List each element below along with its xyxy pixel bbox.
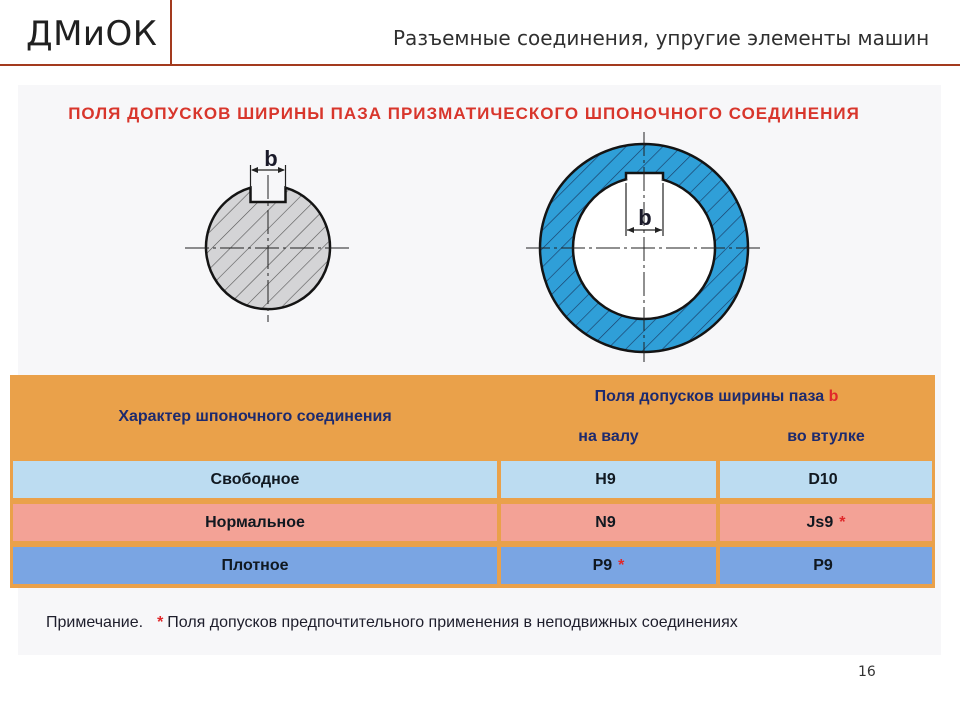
shaft-section (185, 165, 352, 322)
header-label: на валу (578, 428, 639, 445)
tolerance-value: N9 (595, 513, 616, 531)
table-cell-hub (720, 504, 932, 541)
table-cell-shaft (501, 504, 716, 541)
slide-subtitle: Разъемные соединения, упругие элементы машин (393, 26, 930, 50)
figure-heading: ПОЛЯ ДОПУСКОВ ШИРИНЫ ПАЗА ПРИЗМАТИЧЕСКОГО ШПОНОЧНОГО СОЕДИНЕНИЯ (68, 104, 860, 123)
logo: ДМиОК (26, 14, 158, 54)
preferred-star: * (839, 513, 846, 531)
tolerance-value: P9 (813, 556, 833, 574)
tolerance-value: H9 (595, 470, 616, 488)
table-cell-shaft (501, 547, 716, 584)
header-label: во втулке (787, 428, 865, 445)
tolerance-value: D10 (808, 470, 838, 488)
preferred-star: * (618, 556, 625, 574)
footnote-text: Поля допусков предпочтительного применения в неподвижных соединениях (167, 614, 738, 631)
table-row-name (13, 461, 497, 498)
row-label: Нормальное (205, 513, 305, 531)
page-number: 16 (858, 664, 876, 680)
header-label: Характер шпоночного соединения (118, 407, 392, 425)
table-cell-hub (720, 547, 932, 584)
table-header-shaft (501, 419, 716, 455)
footnote-label: Примечание. (46, 614, 144, 631)
table-header-character (13, 378, 497, 455)
footnote-star: * (157, 614, 164, 631)
table-header-hub (720, 419, 932, 455)
footnote (46, 614, 738, 632)
hub-dimension-label: b (638, 205, 652, 230)
tolerance-value: Js9 (806, 513, 834, 531)
table-header-group (501, 378, 932, 415)
tolerance-value: P9 (592, 556, 613, 574)
table-row-name (13, 547, 497, 584)
row-label: Свободное (210, 470, 300, 488)
row-label: Плотное (221, 556, 289, 574)
table-row-name (13, 504, 497, 541)
table-cell-shaft (501, 461, 716, 498)
tolerance-table (10, 375, 935, 588)
shaft-dimension-label: b (264, 146, 278, 171)
hub-section (526, 132, 762, 362)
header-label: Поля допусков ширины паза (594, 387, 825, 405)
width-symbol: b (828, 387, 839, 405)
table-cell-hub (720, 461, 932, 498)
